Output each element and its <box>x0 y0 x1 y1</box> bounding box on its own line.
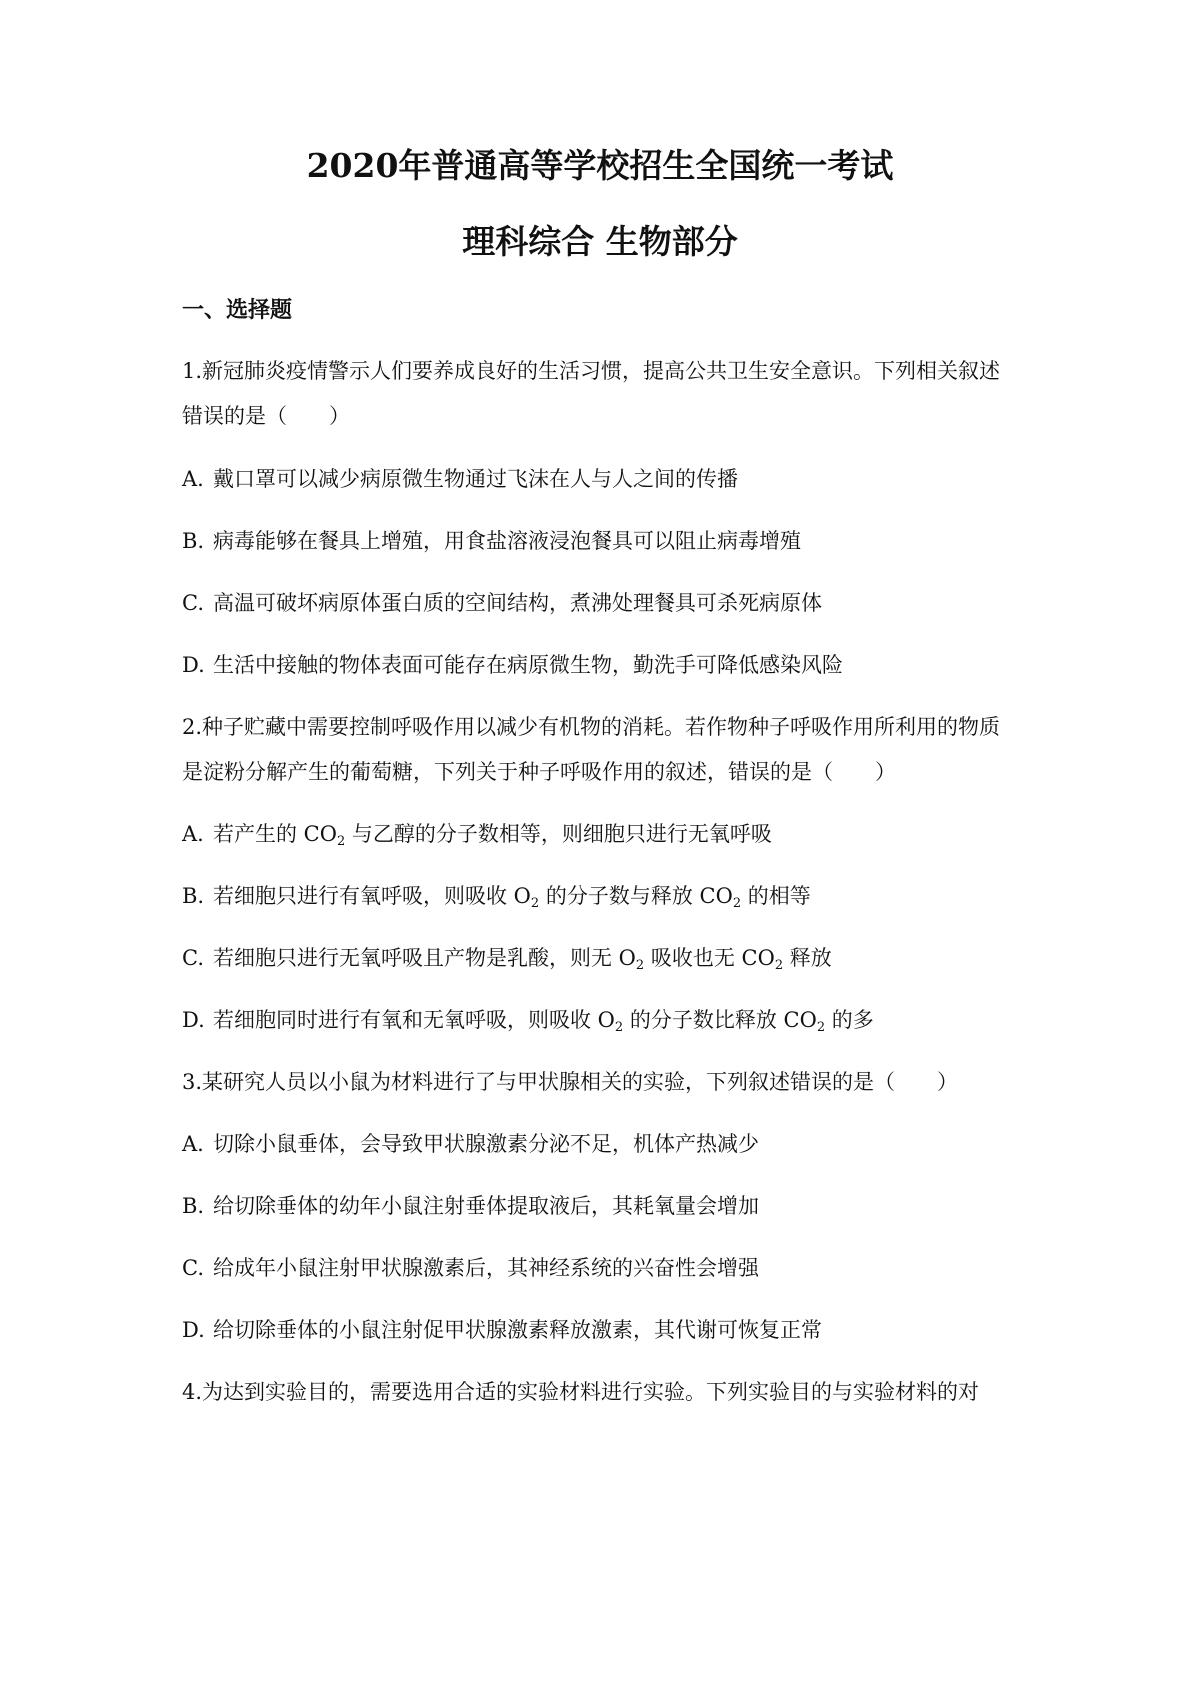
subscript: 2 <box>336 834 346 849</box>
question-1-option-b <box>182 526 801 556</box>
option-text-part: 的多 <box>825 1008 874 1032</box>
option-text: 戴口罩可以减少病原微生物通过飞沫在人与人之间的传播 <box>213 467 738 491</box>
subscript: 2 <box>614 1020 624 1035</box>
question-1-option-a <box>182 464 738 494</box>
option-letter: C. <box>182 946 204 970</box>
section-heading: 一、选择题 <box>182 297 293 323</box>
exam-title: 2020年普通高等学校招生全国统一考试 <box>306 146 894 185</box>
option-text: 生活中接触的物体表面可能存在病原微生物，勤洗手可降低感染风险 <box>213 653 843 677</box>
option-text-part: 的分子数比释放 CO <box>623 1008 817 1032</box>
subscript: 2 <box>774 958 784 973</box>
option-text-part: 释放 <box>783 946 832 970</box>
subscript: 2 <box>816 1020 826 1035</box>
question-2-stem-line-1: 2.种子贮藏中需要控制呼吸作用以减少有机物的消耗。若作物种子呼吸作用所利用的物质 <box>182 715 1001 739</box>
question-3-stem-line-1: 3.某研究人员以小鼠为材料进行了与甲状腺相关的实验，下列叙述错误的是（ ） <box>182 1070 959 1094</box>
option-text: 切除小鼠垂体，会导致甲状腺激素分泌不足，机体产热减少 <box>213 1132 759 1156</box>
option-letter: D. <box>182 1008 205 1032</box>
option-letter: A. <box>182 1132 204 1156</box>
question-3-option-d <box>182 1315 822 1345</box>
option-text: 给切除垂体的小鼠注射促甲状腺激素释放激素，其代谢可恢复正常 <box>213 1318 822 1342</box>
option-text: 给切除垂体的幼年小鼠注射垂体提取液后，其耗氧量会增加 <box>213 1194 759 1218</box>
option-text-part: 若细胞只进行无氧呼吸且产物是乳酸，则无 O <box>213 946 636 970</box>
option-letter: A. <box>182 467 204 491</box>
question-2-stem-line-2: 是淀粉分解产生的葡萄糖，下列关于种子呼吸作用的叙述，错误的是（ ） <box>182 760 896 784</box>
option-text-part: 若细胞只进行有氧呼吸，则吸收 O <box>213 884 531 908</box>
question-2-option-a <box>182 819 772 849</box>
option-letter: B. <box>182 529 205 553</box>
option-text-part: 的分子数与释放 CO <box>539 884 733 908</box>
option-text-part: 吸收也无 CO <box>644 946 775 970</box>
question-1-option-d <box>182 650 843 680</box>
option-text-part: 的相等 <box>741 884 811 908</box>
option-text: 高温可破坏病原体蛋白质的空间结构，煮沸处理餐具可杀死病原体 <box>213 591 822 615</box>
question-1-option-c <box>182 588 822 618</box>
option-text: 给成年小鼠注射甲状腺激素后，其神经系统的兴奋性会增强 <box>213 1256 759 1280</box>
subscript: 2 <box>635 958 645 973</box>
subscript: 2 <box>732 896 742 911</box>
question-2-option-c <box>182 943 832 973</box>
option-letter: A. <box>182 822 204 846</box>
question-2-option-b <box>182 881 811 911</box>
question-3-option-b <box>182 1191 759 1221</box>
option-letter: C. <box>182 591 204 615</box>
option-letter: B. <box>182 884 205 908</box>
option-text-part: 若细胞同时进行有氧和无氧呼吸，则吸收 O <box>213 1008 615 1032</box>
option-text-part: 与乙醇的分子数相等，则细胞只进行无氧呼吸 <box>345 822 772 846</box>
question-3-option-a <box>182 1129 759 1159</box>
question-4-stem-line-1: 4.为达到实验目的，需要选用合适的实验材料进行实验。下列实验目的与实验材料的对 <box>182 1380 980 1404</box>
exam-subtitle: 理科综合 生物部分 <box>462 222 738 261</box>
option-letter: D. <box>182 653 205 677</box>
question-3-option-c <box>182 1253 759 1283</box>
subscript: 2 <box>530 896 540 911</box>
question-2-option-d <box>182 1005 874 1035</box>
option-letter: B. <box>182 1194 205 1218</box>
question-1-stem-line-2: 错误的是（ ） <box>182 404 350 428</box>
option-text: 病毒能够在餐具上增殖，用食盐溶液浸泡餐具可以阻止病毒增殖 <box>213 529 801 553</box>
option-letter: D. <box>182 1318 205 1342</box>
option-letter: C. <box>182 1256 204 1280</box>
option-text-part: 若产生的 CO <box>213 822 337 846</box>
question-1-stem-line-1: 1.新冠肺炎疫情警示人们要养成良好的生活习惯，提高公共卫生安全意识。下列相关叙述 <box>182 359 1001 383</box>
